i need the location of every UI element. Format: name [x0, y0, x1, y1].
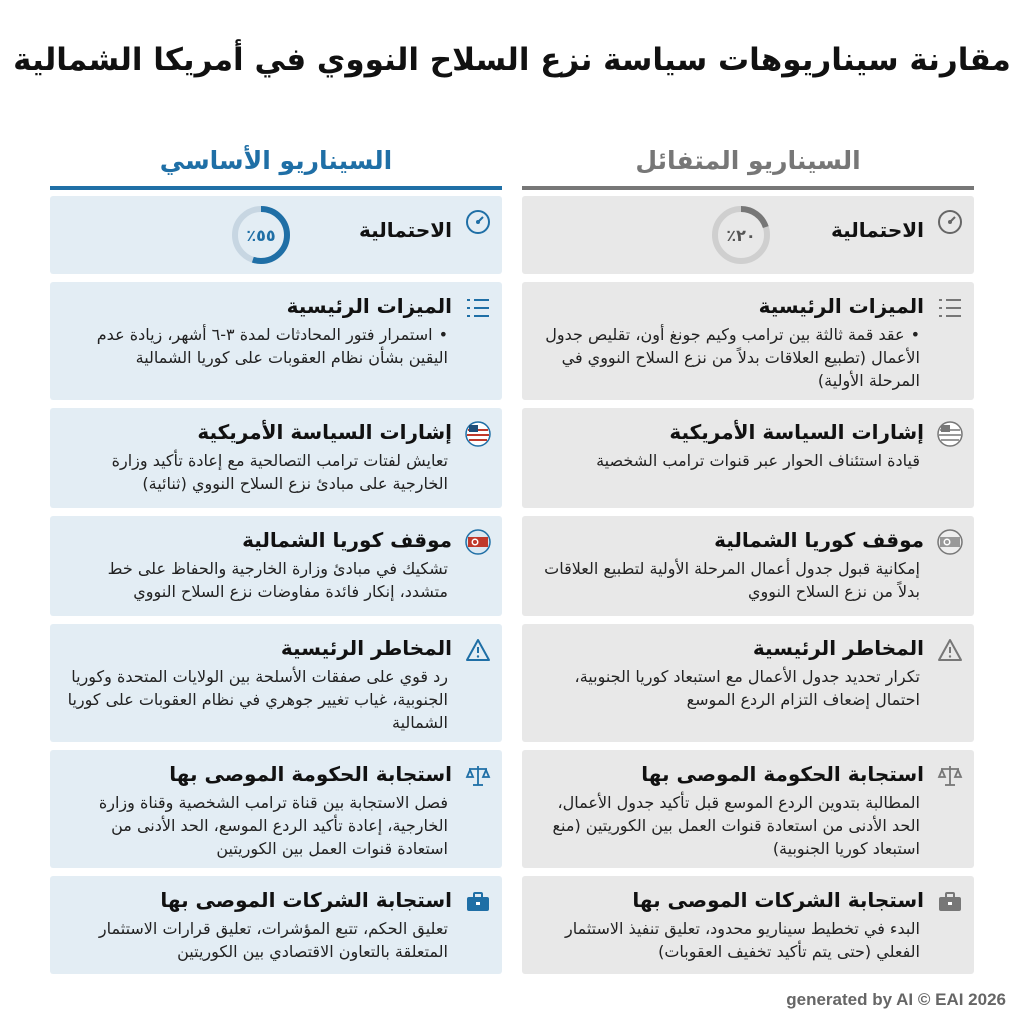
alt-us-policy-card [522, 408, 974, 508]
list-icon [464, 294, 492, 322]
scales-icon [464, 762, 492, 790]
list-icon [936, 294, 964, 322]
base-gov-response-text: فصل الاستجابة بين قناة ترامب الشخصية وقناة وزارة الخارجية، إعادة تأكيد الردع الموسع، الحد الأدنى من استعادة قنوات العمل بين الكوريتين [98, 793, 448, 858]
base-probability-card [50, 196, 502, 274]
gauge-icon [936, 208, 964, 236]
base-probability-label: الاحتمالية [358, 218, 452, 242]
base-probability-ring [230, 204, 292, 266]
footer-credit: generated by AI © EAI 2026 [786, 990, 1006, 1009]
base-nk-stance-text: تشكيك في مبادئ وزارة الخارجية والحفاظ على خط متشدد، إنكار فائدة مفاوضات نزع السلاح النووي [107, 559, 448, 601]
base-gov-response-card [50, 750, 502, 868]
base-risks-text: رد قوي على صفقات الأسلحة بين الولايات المتحدة وكوريا الجنوبية، غياب تغيير جوهري في نظام العقوبات على كوريا الشمالية [67, 667, 448, 732]
alt-features-text: عقد قمة ثالثة بين ترامب وكيم جونغ أون، تقليص جدول الأعمال (تطبيع العلاقات بدلاً من نزع السلاح النووي في المرحلة الأولية) [545, 325, 920, 390]
base-corp-response-title: استجابة الشركات الموصى بها [160, 888, 452, 912]
alt-risks-title: المخاطر الرئيسية [752, 636, 924, 660]
alt-probability-card [522, 196, 974, 274]
alt-scenario-heading: السيناريو المتفائل [522, 142, 974, 190]
warning-icon [936, 636, 964, 664]
base-features-card [50, 282, 502, 400]
alt-probability-ring [710, 204, 772, 266]
briefcase-icon [464, 888, 492, 916]
bullet-icon: • [438, 325, 448, 344]
base-us-policy-card [50, 408, 502, 508]
base-corp-response-card [50, 876, 502, 974]
base-gov-response-title: استجابة الحكومة الموصى بها [169, 762, 452, 786]
page-title: مقارنة سيناريوهات سياسة نزع السلاح النووي في أمريكا الشمالية [13, 42, 1011, 78]
alt-risks-text: تكرار تحديد جدول الأعمال مع استبعاد كوريا الجنوبية، احتمال إضعاف التزام الردع الموسع [574, 667, 920, 709]
base-features-title: الميزات الرئيسية [286, 294, 452, 318]
alt-us-policy-text: قيادة استئناف الحوار عبر قنوات ترامب الشخصية [596, 451, 920, 470]
base-us-policy-text: تعايش لفتات ترامب التصالحية مع إعادة تأكيد وزارة الخارجية على مبادئ نزع السلاح النووي (ثنائية) [111, 451, 448, 493]
base-scenario-column [50, 142, 502, 961]
base-nk-stance-title: موقف كوريا الشمالية [242, 528, 452, 552]
alt-features-card [522, 282, 974, 400]
alt-gov-response-text: المطالبة بتدوين الردع الموسع قبل تأكيد جدول الأعمال، الحد الأدنى من استعادة قنوات العمل بين الكوريتين (منع استبعاد كوريا الجنوبية) [552, 793, 920, 858]
alt-gov-response-card [522, 750, 974, 868]
nk-flag-icon [936, 528, 964, 556]
alt-probability-value: ٢٠٪ [726, 226, 756, 245]
alt-corp-response-text: البدء في تخطيط سيناريو محدود، تعليق تنفيذ الاستثمار الفعلي (حتى يتم تأكيد تخفيف العقوبات) [565, 919, 920, 961]
alt-risks-card [522, 624, 974, 742]
alt-nk-stance-title: موقف كوريا الشمالية [714, 528, 924, 552]
alt-corp-response-title: استجابة الشركات الموصى بها [632, 888, 924, 912]
alt-features-title: الميزات الرئيسية [758, 294, 924, 318]
base-us-policy-title: إشارات السياسة الأمريكية [197, 420, 452, 444]
base-nk-stance-card [50, 516, 502, 616]
briefcase-icon [936, 888, 964, 916]
alt-scenario-column [522, 142, 974, 961]
nk-flag-icon [464, 528, 492, 556]
gauge-icon [464, 208, 492, 236]
alt-nk-stance-card [522, 516, 974, 616]
base-scenario-heading: السيناريو الأساسي [50, 142, 502, 190]
warning-icon [464, 636, 492, 664]
scales-icon [936, 762, 964, 790]
alt-corp-response-card [522, 876, 974, 974]
alt-probability-label: الاحتمالية [830, 218, 924, 242]
alt-nk-stance-text: إمكانية قبول جدول أعمال المرحلة الأولية لتطبيع العلاقات بدلاً من نزع السلاح النووي [544, 559, 920, 601]
alt-gov-response-title: استجابة الحكومة الموصى بها [641, 762, 924, 786]
us-flag-icon [464, 420, 492, 448]
alt-us-policy-title: إشارات السياسة الأمريكية [669, 420, 924, 444]
us-flag-icon [936, 420, 964, 448]
base-features-text: استمرار فتور المحادثات لمدة ٣-٦ أشهر، زيادة عدم اليقين بشأن نظام العقوبات على كوريا الشمالية [96, 325, 448, 367]
base-risks-title: المخاطر الرئيسية [280, 636, 452, 660]
base-corp-response-text: تعليق الحكم، تتبع المؤشرات، تعليق قرارات الاستثمار المتعلقة بالتعاون الاقتصادي بين الكوريتين [98, 919, 448, 961]
bullet-icon: • [910, 325, 920, 344]
base-probability-value: ٥٥٪ [246, 226, 276, 245]
base-risks-card [50, 624, 502, 742]
